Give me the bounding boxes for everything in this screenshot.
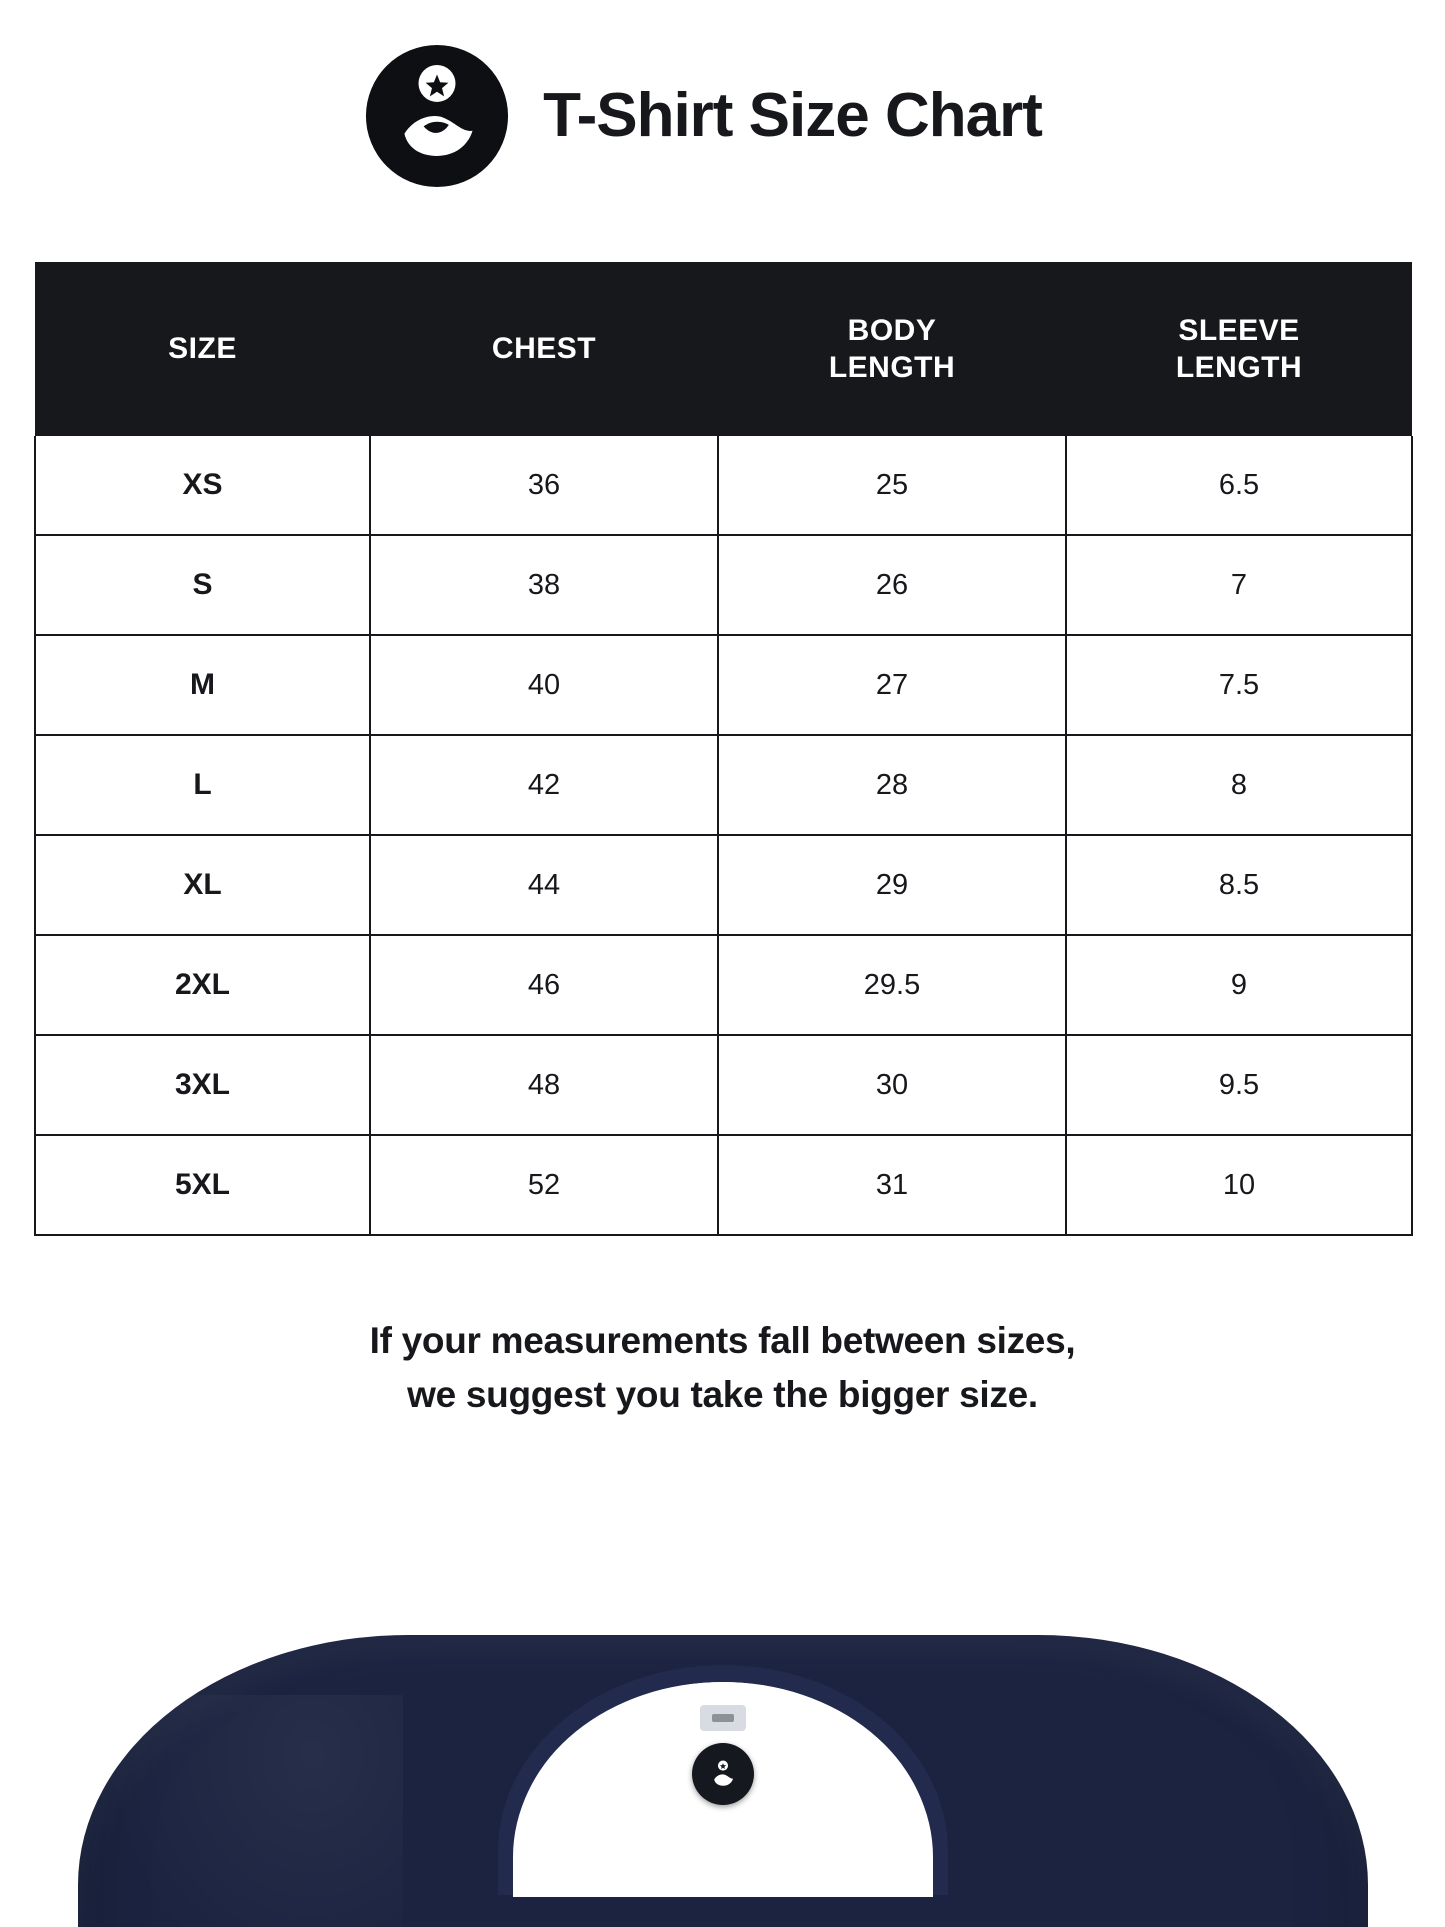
column-header-sleeve-length-line2: LENGTH <box>1175 351 1303 384</box>
cell-chest: 40 <box>370 635 718 735</box>
cell-sleeve-length: 8.5 <box>1066 835 1412 935</box>
cell-body-length: 28 <box>718 735 1066 835</box>
column-header-chest <box>370 262 718 436</box>
tshirt-photo <box>0 1597 1445 1927</box>
cell-size: 3XL <box>35 1035 370 1135</box>
cell-sleeve-length: 7.5 <box>1066 635 1412 735</box>
column-header-body-length <box>718 262 1066 436</box>
brand-badge <box>692 1743 754 1805</box>
table-body <box>35 436 1412 1235</box>
table-row <box>35 436 1412 535</box>
cell-chest: 44 <box>370 835 718 935</box>
cell-size: 5XL <box>35 1135 370 1235</box>
cell-chest: 36 <box>370 436 718 535</box>
cell-chest: 52 <box>370 1135 718 1235</box>
sizing-note-line2: we suggest you take the bigger size. <box>407 1373 1038 1415</box>
size-chart-table-wrapper <box>34 262 1411 1236</box>
cell-size: 2XL <box>35 935 370 1035</box>
cell-sleeve-length: 9.5 <box>1066 1035 1412 1135</box>
table-header-row <box>35 262 1412 436</box>
cell-size: XS <box>35 436 370 535</box>
brand-figure-logo-icon <box>363 42 511 190</box>
table-row <box>35 535 1412 635</box>
cell-size: XL <box>35 835 370 935</box>
cell-body-length: 27 <box>718 635 1066 735</box>
cell-sleeve-length: 9 <box>1066 935 1412 1035</box>
sizing-note-line1: If your measurements fall between sizes, <box>369 1320 1076 1361</box>
table-row <box>35 1035 1412 1135</box>
cell-body-length: 29 <box>718 835 1066 935</box>
tshirt-fabric <box>78 1635 1368 1927</box>
cell-size: L <box>35 735 370 835</box>
cell-body-length: 29.5 <box>718 935 1066 1035</box>
table-row <box>35 635 1412 735</box>
brand-figure-logo-icon <box>702 1753 744 1795</box>
cell-body-length: 30 <box>718 1035 1066 1135</box>
care-label-tag <box>700 1705 746 1731</box>
cell-sleeve-length: 7 <box>1066 535 1412 635</box>
table-row <box>35 935 1412 1035</box>
column-header-sleeve-length <box>1066 262 1412 436</box>
column-header-size-line1: SIZE <box>168 332 237 366</box>
cell-sleeve-length: 6.5 <box>1066 436 1412 535</box>
column-header-body-length-line2: LENGTH <box>828 351 956 384</box>
cell-chest: 42 <box>370 735 718 835</box>
cell-body-length: 25 <box>718 436 1066 535</box>
cell-chest: 48 <box>370 1035 718 1135</box>
column-header-body-length-line1: BODY <box>847 313 937 347</box>
table-row <box>35 835 1412 935</box>
column-header-size <box>35 262 370 436</box>
table-row <box>35 735 1412 835</box>
column-header-chest-line1: CHEST <box>491 332 597 366</box>
sizing-note <box>0 1314 1445 1421</box>
cell-chest: 46 <box>370 935 718 1035</box>
page-title: T-Shirt Size Chart <box>543 80 1042 150</box>
size-chart-table <box>34 262 1413 1236</box>
page-header <box>0 0 1445 190</box>
cell-body-length: 31 <box>718 1135 1066 1235</box>
cell-body-length: 26 <box>718 535 1066 635</box>
cell-sleeve-length: 10 <box>1066 1135 1412 1235</box>
tshirt-highlight <box>103 1695 403 1927</box>
cell-chest: 38 <box>370 535 718 635</box>
cell-size: S <box>35 535 370 635</box>
cell-size: M <box>35 635 370 735</box>
table-row <box>35 1135 1412 1235</box>
cell-sleeve-length: 8 <box>1066 735 1412 835</box>
column-header-sleeve-length-line1: SLEEVE <box>1178 313 1300 347</box>
